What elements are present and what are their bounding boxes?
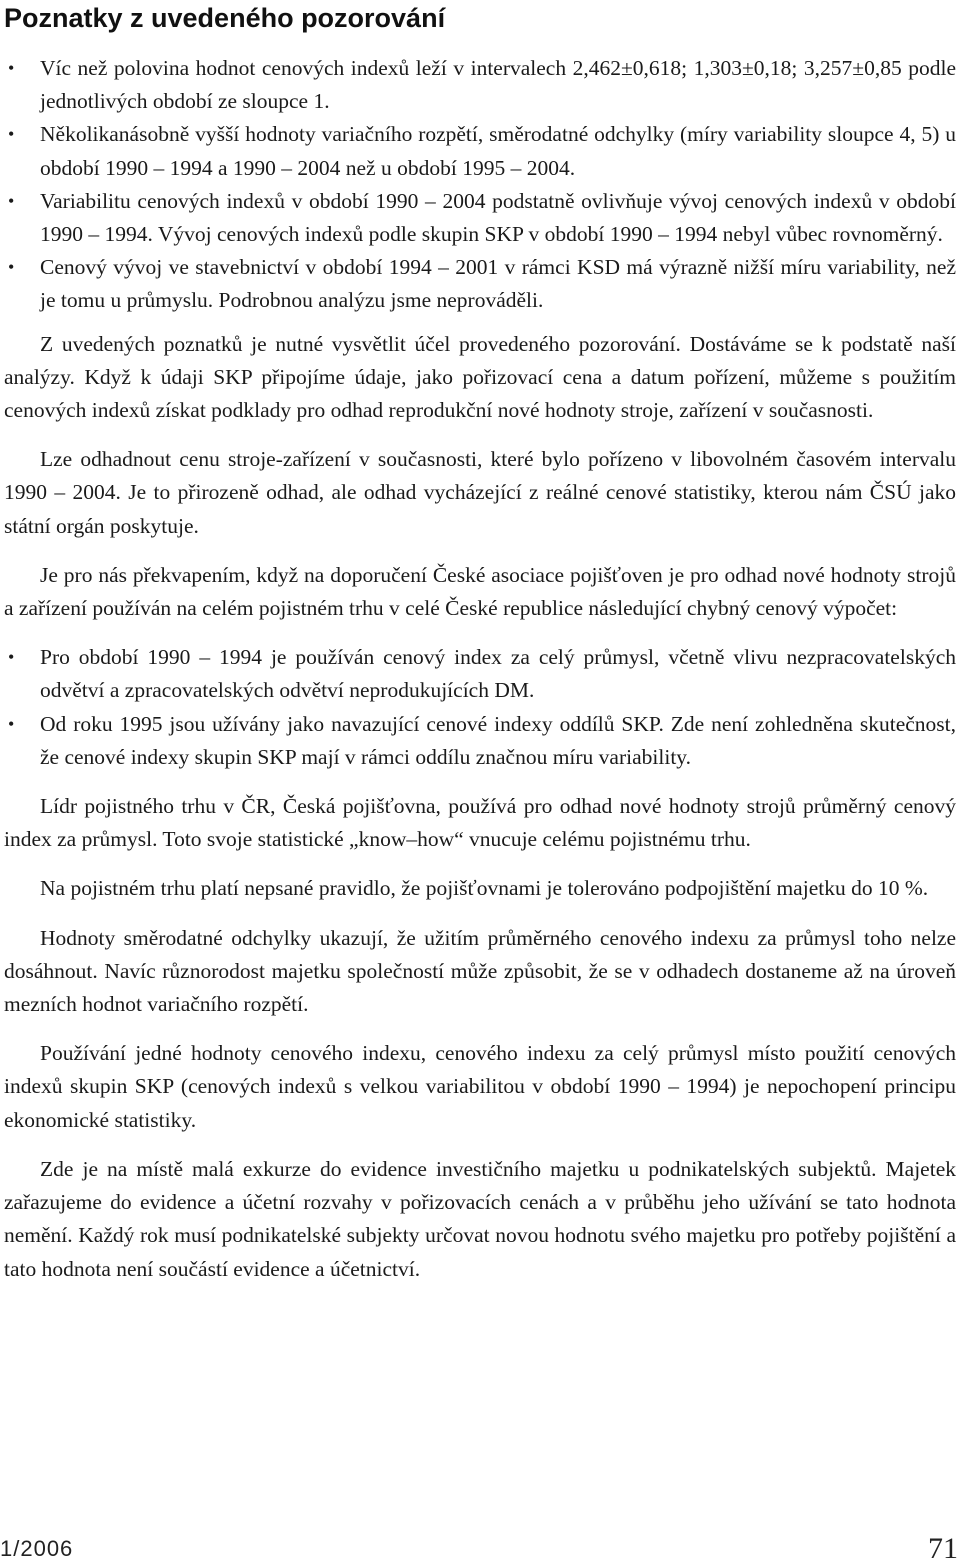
list-item: • Od roku 1995 jsou užívány jako navazující cenové indexy oddílů SKP. Zde není zohledněna skutečnost, že cenové indexy skupin SKP mají v rámci oddílu značnou míru variability.	[4, 708, 956, 774]
paragraph: Používání jedné hodnoty cenového indexu, cenového indexu za celý průmysl místo použití cenových indexů skupin SKP (cenových indexů s velkou variabilitou v období 1990 – 1994) je nepochopení principu ekonomické statistiky.	[4, 1041, 956, 1132]
calculation-list	[4, 641, 956, 774]
page-footer	[0, 1530, 960, 1566]
observations-list	[4, 52, 956, 318]
paragraph: Lídr pojistného trhu v ČR, Česká pojišťovna, používá pro odhad nové hodnoty strojů průměrný cenový index za průmysl. Toto svoje statistické „know–how“ vnucuje celému pojistnému trhu.	[4, 794, 956, 852]
body-text	[4, 52, 956, 1286]
list-item: • Cenový vývoj ve stavebnictví v období 1994 – 2001 v rámci KSD má výrazně nižší míru variability, než je tomu u průmyslu. Podrobnou analýzu jsme neprováděli.	[4, 251, 956, 317]
paragraph: Je pro nás překvapením, když na doporučení České asociace pojišťoven je pro odhad nové hodnoty strojů a zařízení používán na celém pojistném trhu v celé České republice následující chybný cenový výpočet:	[4, 562, 956, 621]
list-item: • Víc než polovina hodnot cenových indexů leží v intervalech 2,462±0,618; 1,303±0,18; 3,257±0,85 podle jednotlivých období ze sloupce 1.	[4, 52, 956, 118]
paragraph: Lze odhadnout cenu stroje-zařízení v současnosti, které bylo pořízeno v libovolném časovém intervalu 1990 – 2004. Je to přirozeně odhad, ale odhad vycházející z reálné cenové statistiky, kterou nám ČSÚ jako státní orgán poskytuje.	[4, 447, 956, 538]
list-item: • Variabilitu cenových indexů v období 1990 – 2004 podstatně ovlivňuje vývoj cenových indexů v období 1990 – 1994. Vývoj cenových indexů podle skupin SKP v období 1990 – 1994 nebyl vůbec rovnoměrný.	[4, 185, 956, 251]
section-heading: Poznatky z uvedeného pozorování	[4, 3, 446, 33]
paragraph: Hodnoty směrodatné odchylky ukazují, že užitím průměrného cenového indexu za průmysl toho nelze dosáhnout. Navíc různorodost majetku společností může způsobit, že se v odhadech dostaneme až na úroveň mezních hodnot variačního rozpětí.	[4, 925, 956, 1017]
paragraph: Na pojistném trhu platí nepsané pravidlo, že pojišťovnami je tolerováno podpojištění majetku do 10 %.	[40, 876, 929, 901]
paragraph: Zde je na místě malá exkurze do evidence investičního majetku u podnikatelských subjektů. Majetek zařazujeme do evidence a účetní rozvahy v pořizovacích cenách a v průběhu jeho užívání se tato hodnota nemění. Každý rok musí podnikatelské subjekty určovat novou hodnotu svého majetku pro potřeby pojištění a tato hodnota není součástí evidence a účetnictví.	[4, 1156, 956, 1281]
issue-number: 1/2006	[0, 1536, 74, 1561]
paragraph: Z uvedených poznatků je nutné vysvětlit účel provedeného pozorování. Dostáváme se k podstatě naší analýzy. Když k údaji SKP připojíme údaje, jako pořizovací cena a datum pořízení, můžeme s použitím cenových indexů získat podklady pro odhad reprodukční nové hodnoty stroje, zařízení v současnosti.	[4, 331, 956, 423]
list-item: • Pro období 1990 – 1994 je používán cenový index za celý průmysl, včetně vlivu nezpracovatelských odvětví a zpracovatelských odvětví neprodukujících DM.	[4, 641, 956, 707]
page-number: 71	[928, 1532, 958, 1565]
list-item: • Několikanásobně vyšší hodnoty variačního rozpětí, směrodatné odchylky (míry variability sloupce 4, 5) u období 1990 – 1994 a 1990 – 2004 než u období 1995 – 2004.	[4, 118, 956, 184]
